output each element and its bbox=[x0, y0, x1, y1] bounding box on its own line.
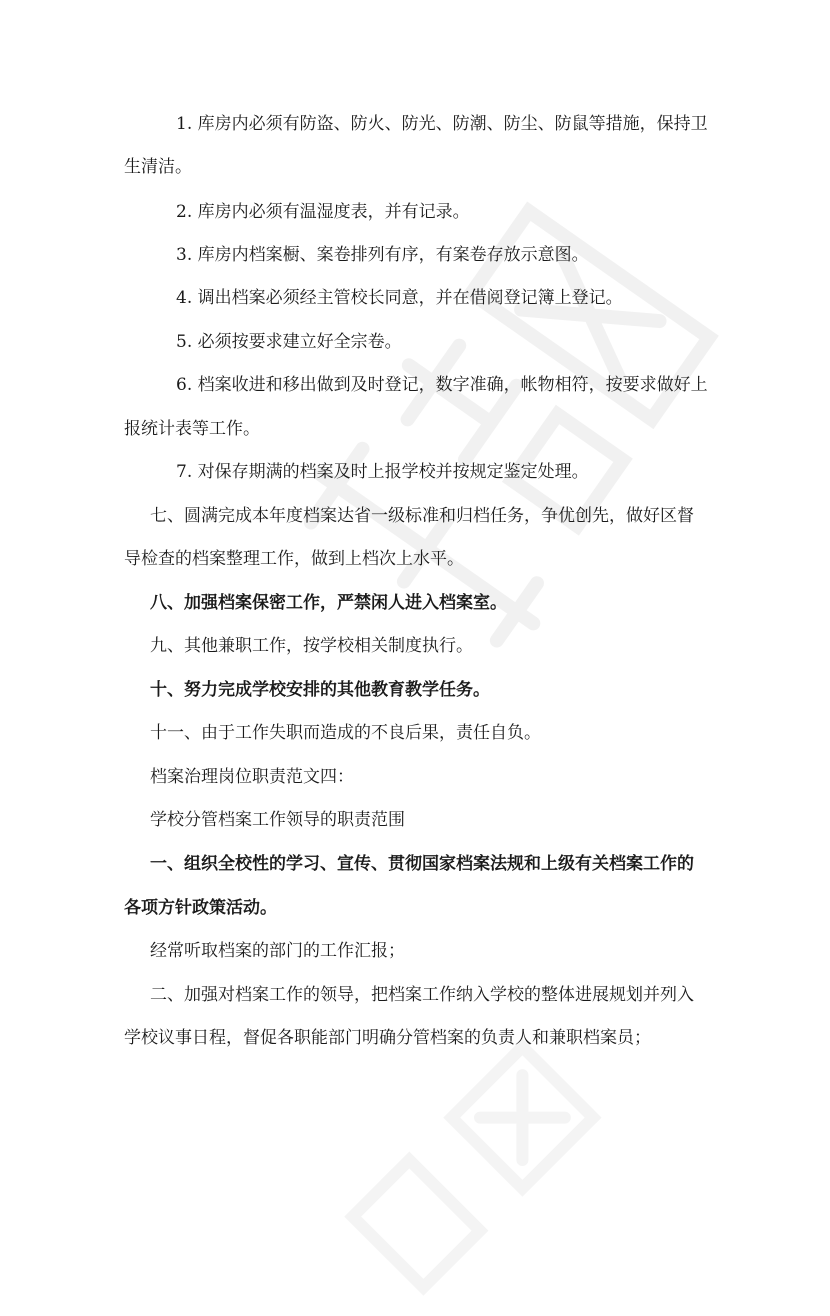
watermark-graphic-bottom bbox=[324, 1004, 635, 1315]
text-line: 7. 对保存期满的档案及时上报学校并按规定鉴定处理。 bbox=[176, 462, 589, 482]
text-line: 二、加强对档案工作的领导，把档案工作纳入学校的整体进展规划并列入 bbox=[150, 985, 694, 1005]
text-line: 学校分管档案工作领导的职责范围 bbox=[150, 810, 405, 830]
text-line: 2. 库房内必须有温湿度表，并有记录。 bbox=[176, 202, 470, 222]
text-line: 九、其他兼职工作，按学校相关制度执行。 bbox=[150, 636, 473, 656]
text-line: 七、圆满完成本年度档案达省一级标准和归档任务，争优创先，做好区督 bbox=[150, 506, 694, 526]
text-line: 学校议事日程，督促各职能部门明确分管档案的负责人和兼职档案员； bbox=[124, 1028, 651, 1048]
section-heading: 一、组织全校性的学习、宣传、贯彻国家档案法规和上级有关档案工作的 bbox=[150, 854, 694, 874]
text-line: 4. 调出档案必须经主管校长同意，并在借阅登记簿上登记。 bbox=[176, 288, 623, 308]
text-line: 十一、由于工作失职而造成的不良后果，责任自负。 bbox=[150, 723, 541, 743]
text-line: 经常听取档案的部门的工作汇报； bbox=[150, 941, 405, 961]
text-line: 1. 库房内必须有防盗、防火、防光、防潮、防尘、防鼠等措施，保持卫 bbox=[176, 114, 708, 134]
text-line: 6. 档案收进和移出做到及时登记，数字准确，帐物相符，按要求做好上 bbox=[176, 375, 708, 395]
text-line: 报统计表等工作。 bbox=[124, 419, 260, 439]
section-heading: 十、努力完成学校安排的其他教育教学任务。 bbox=[150, 680, 490, 700]
text-line: 5. 必须按要求建立好全宗卷。 bbox=[176, 332, 402, 352]
text-line: 导检查的档案整理工作，做到上档次上水平。 bbox=[124, 549, 464, 569]
text-line: 生清洁。 bbox=[124, 157, 192, 177]
section-heading: 八、加强档案保密工作，严禁闲人进入档案室。 bbox=[150, 593, 507, 613]
text-line: 档案治理岗位职责范文四： bbox=[150, 767, 354, 787]
section-heading: 各项方针政策活动。 bbox=[124, 898, 277, 918]
text-line: 3. 库房内档案橱、案卷排列有序，有案卷存放示意图。 bbox=[176, 245, 589, 265]
